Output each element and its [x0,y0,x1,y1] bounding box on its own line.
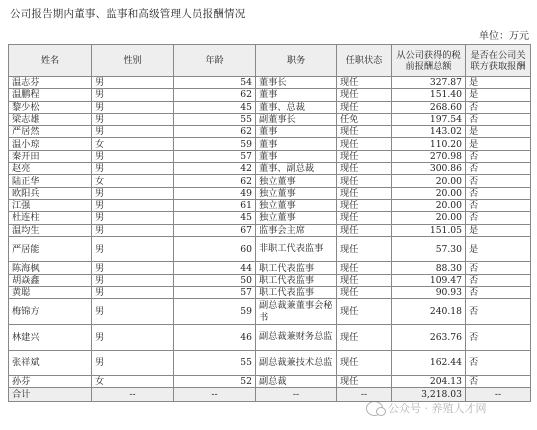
table-cell: 陈海枫 [9,262,92,274]
table-cell: 现任 [337,138,392,150]
table-cell: 270.98 [392,150,466,162]
table-cell: 42 [174,163,256,175]
table-cell: 赵亮 [9,163,92,175]
table-row [9,287,531,299]
table-cell: 黄聪 [9,287,92,299]
table-cell: 61 [174,199,256,211]
table-cell: 欧阳兵 [9,187,92,199]
table-row [9,150,531,162]
table-row [9,199,531,211]
table-cell: 监事会主席 [256,224,337,236]
table-cell: 现任 [337,89,392,101]
table-cell: 温鹏程 [9,89,92,101]
table-cell: 现任 [337,175,392,187]
column-header: 姓名 [9,45,92,77]
column-header: 从公司获得的税前报酬总额 [392,45,466,77]
table-cell: 董事 [256,150,337,162]
table-cell: 杜连柱 [9,212,92,224]
table-cell: 任免 [337,113,392,125]
table-body [9,77,531,402]
table-cell: 林建兴 [9,324,92,350]
table-cell: 独立董事 [256,187,337,199]
table-header-row [9,45,531,77]
table-cell: 151.05 [392,224,466,236]
table-cell: 董事、总裁 [256,101,337,113]
table-cell: 职工代表监事 [256,274,337,286]
table-cell: 62 [174,126,256,138]
table-cell: 62 [174,89,256,101]
table-cell: 职工代表监事 [256,262,337,274]
column-header: 是否在公司关联方获取报酬 [466,45,531,77]
table-cell: 现任 [337,299,392,325]
table-cell: 现任 [337,236,392,262]
table-cell: 董事、副总裁 [256,163,337,175]
table-cell: 副总裁 [256,376,337,388]
table-cell: 204.13 [392,376,466,388]
table-cell: 59 [174,299,256,325]
table-cell: 52 [174,376,256,388]
table-cell: 45 [174,212,256,224]
table-cell: 67 [174,224,256,236]
table-cell: 陆正华 [9,175,92,187]
table-cell: 女 [92,138,174,150]
table-cell: 温小琼 [9,138,92,150]
table-row [9,163,531,175]
table-cell: 女 [92,376,174,388]
wechat-logo-icon [366,401,383,416]
table-cell: 现任 [337,77,392,89]
table-row [9,274,531,286]
table-cell: 现任 [337,163,392,175]
table-cell: 孙芬 [9,376,92,388]
table-cell: 男 [92,350,174,376]
table-cell: 是 [466,224,531,236]
table-cell: 162.44 [392,350,466,376]
table-cell: 59 [174,138,256,150]
table-row [9,101,531,113]
table-cell: 现任 [337,126,392,138]
table-cell: 男 [92,101,174,113]
table-cell: 现任 [337,376,392,388]
table-cell: 240.18 [392,299,466,325]
compensation-table [8,44,531,402]
table-row [9,138,531,150]
table-cell: 88.30 [392,262,466,274]
table-cell: 独立董事 [256,199,337,211]
table-cell: 张祥斌 [9,350,92,376]
table-cell: 20.00 [392,212,466,224]
table-cell: 严居然 [9,126,92,138]
table-cell: 是 [466,138,531,150]
table-cell: 男 [92,199,174,211]
table-row [9,350,531,376]
table-cell: 胡焱鑫 [9,274,92,286]
column-header: 任职状态 [337,45,392,77]
total-cell: 3,218.03 [392,388,466,402]
table-cell: 否 [466,163,531,175]
total-cell: -- [256,388,337,402]
table-cell: 是 [466,126,531,138]
table-cell: 副总裁兼技术总监 [256,350,337,376]
total-row [9,388,531,402]
table-row [9,89,531,101]
table-cell: 20.00 [392,199,466,211]
table-cell: 否 [466,287,531,299]
table-cell: 男 [92,150,174,162]
table-cell: 90.93 [392,287,466,299]
table-cell: 是 [466,89,531,101]
column-header: 职务 [256,45,337,77]
table-row [9,113,531,125]
table-cell: 女 [92,175,174,187]
table-cell: 57 [174,287,256,299]
table-cell: 否 [466,274,531,286]
table-cell: 109.47 [392,274,466,286]
table-cell: 男 [92,126,174,138]
table-cell: 江强 [9,199,92,211]
table-cell: 男 [92,212,174,224]
column-header: 年龄 [174,45,256,77]
total-cell: -- [174,388,256,402]
table-row [9,77,531,89]
table-cell: 327.87 [392,77,466,89]
table-cell: 董事长 [256,77,337,89]
table-row [9,126,531,138]
table-cell: 是 [466,236,531,262]
table-cell: 男 [92,236,174,262]
table-row [9,376,531,388]
table-cell: 现任 [337,187,392,199]
total-cell: -- [337,388,392,402]
table-cell: 否 [466,101,531,113]
table-cell: 20.00 [392,175,466,187]
watermark-text: 公众号 · 养殖人才网 [388,402,487,415]
table-cell: 110.20 [392,138,466,150]
page-title: 公司报告期内董事、监事和高级管理人员报酬情况 [10,8,246,20]
table-cell: 男 [92,287,174,299]
table-cell: 现任 [337,287,392,299]
table-cell: 49 [174,187,256,199]
table-cell: 是 [466,77,531,89]
table-cell: 梅锦方 [9,299,92,325]
table-cell: 57 [174,150,256,162]
table-cell: 现任 [337,224,392,236]
table-row [9,324,531,350]
table-cell: 否 [466,376,531,388]
table-cell: 副总裁兼财务总监 [256,324,337,350]
table-cell: 55 [174,350,256,376]
table-cell: 143.02 [392,126,466,138]
total-cell: -- [92,388,174,402]
table-cell: 197.54 [392,113,466,125]
table-cell: 54 [174,77,256,89]
table-row [9,187,531,199]
table-cell: 20.00 [392,187,466,199]
table-row [9,299,531,325]
table-cell: 现任 [337,212,392,224]
table-cell: 职工代表监事 [256,287,337,299]
table-cell: 独立董事 [256,175,337,187]
table-cell: 否 [466,350,531,376]
table-cell: 现任 [337,101,392,113]
table-cell: 秦开田 [9,150,92,162]
table-cell: 董事 [256,138,337,150]
table-cell: 62 [174,175,256,187]
table-cell: 董事 [256,89,337,101]
table-cell: 否 [466,212,531,224]
table-cell: 现任 [337,274,392,286]
table-cell: 否 [466,187,531,199]
table-cell: 60 [174,236,256,262]
table-cell: 263.76 [392,324,466,350]
table-cell: 268.60 [392,101,466,113]
table-cell: 现任 [337,262,392,274]
table-cell: 57.30 [392,236,466,262]
table-cell: 现任 [337,350,392,376]
table-cell: 44 [174,262,256,274]
table-cell: 45 [174,101,256,113]
column-header: 性别 [92,45,174,77]
table-cell: 否 [466,113,531,125]
table-row [9,262,531,274]
table-cell: 男 [92,163,174,175]
table-cell: 否 [466,175,531,187]
table-cell: 男 [92,224,174,236]
unit-label: 单位：万元 [479,31,529,42]
total-cell: -- [466,388,531,402]
table-cell: 董事 [256,126,337,138]
table-cell: 50 [174,274,256,286]
table-cell: 现任 [337,150,392,162]
table-row [9,212,531,224]
table-cell: 否 [466,150,531,162]
total-cell: 合计 [9,388,92,402]
table-cell: 男 [92,324,174,350]
table-cell: 副董事长 [256,113,337,125]
table-cell: 男 [92,89,174,101]
table-cell: 严居能 [9,236,92,262]
table-cell: 否 [466,324,531,350]
table-cell: 温志芬 [9,77,92,89]
table-cell: 男 [92,274,174,286]
table-cell: 非职工代表监事 [256,236,337,262]
table-cell: 现任 [337,324,392,350]
table-row [9,236,531,262]
table-cell: 否 [466,199,531,211]
table-cell: 男 [92,77,174,89]
table-cell: 黎少松 [9,101,92,113]
table-cell: 55 [174,113,256,125]
table-cell: 梁志雄 [9,113,92,125]
table-cell: 151.40 [392,89,466,101]
table-row [9,175,531,187]
table-cell: 副总裁兼董事会秘书 [256,299,337,325]
table-cell: 否 [466,262,531,274]
table-cell: 否 [466,299,531,325]
table-cell: 独立董事 [256,212,337,224]
table-cell: 男 [92,299,174,325]
table-cell: 46 [174,324,256,350]
table-row [9,224,531,236]
table-cell: 温均生 [9,224,92,236]
table-cell: 300.86 [392,163,466,175]
table-cell: 男 [92,187,174,199]
table-cell: 男 [92,113,174,125]
table-cell: 现任 [337,199,392,211]
table-cell: 男 [92,262,174,274]
